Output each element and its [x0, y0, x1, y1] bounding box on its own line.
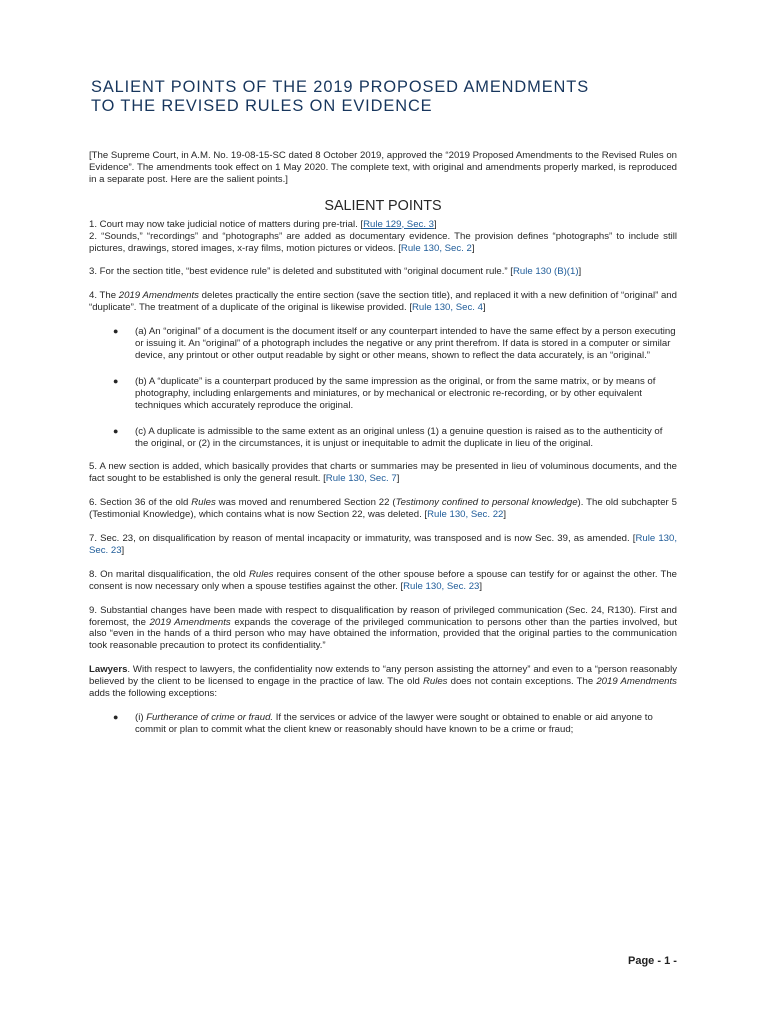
point-1-rule-link[interactable]: Rule 129, Sec. 3 — [363, 218, 435, 230]
bullet-icon: ● — [113, 326, 119, 337]
point-5-rule-link[interactable]: Rule 130, Sec. 7 — [325, 473, 397, 485]
list-item: ● (c) A duplicate is admissible to the same extent as an original unless (1) a genuine question is raised as to the authenticity of the original, or (2) in the circumstances, it is unjust or inequitable to admit the duplicate in lieu of the original. — [113, 425, 663, 449]
title-line-1: SALIENT POINTS OF THE 2019 PROPOSED AMENDMENTS — [91, 78, 590, 96]
section-heading: SALIENT POINTS — [324, 197, 442, 214]
lawyers-label: Lawyers — [89, 664, 128, 676]
point-5-text: 5. A new section is added, which basically provides that charts or summaries may be presented in lieu of voluminous documents, and the fact sought to be established is only the general result. [ — [89, 461, 677, 485]
document-title — [91, 78, 691, 116]
intro-paragraph: [The Supreme Court, in A.M. No. 19-08-15-SC dated 8 October 2019, approved the “2019 Proposed Amendments to the Revised Rules on Evidence”. The amendments took effect on 1 May 2020. The complete text, with original and amendments properly marked, is reproduced in a separate post. Here are the salient points.] — [89, 150, 677, 185]
point-7: 7. Sec. 23, on disqualification by reason of mental incapacity or immaturity, was transposed and is now Sec. 39, as amended. [Rule 130, Sec. 23] — [89, 533, 677, 556]
point-5: 5. A new section is added, which basically provides that charts or summaries may be presented in lieu of voluminous documents, and the fact sought to be established is only the general result. [Rule 130, Sec. 7] — [89, 461, 677, 485]
point-1-text: 1. Court may now take judicial notice of matters during pre-trial. [ — [89, 218, 364, 230]
point-4-italic: 2019 Amendments — [118, 290, 199, 302]
point-3-rule-link[interactable]: Rule 130 (B)(1) — [512, 266, 579, 278]
point-4: 4. The 2019 Amendments deletes practically the entire section (save the section title), and replaced it with a new definition of “original” and “duplicate”. The treatment of a duplicate of the original is likewise provided. [Rule 130, Sec. 4] — [89, 290, 677, 314]
list-item: ● (b) A “duplicate” is a counterpart produced by the same impression as the original, or from the same matrix, or by means of photography, including enlargements and miniatures, or by mechanical or electronic re-recording, or by other equivalent techniques which accurately reproduce the original. — [113, 375, 656, 411]
definitions-list — [89, 326, 677, 449]
list-item: ● (i) Furtherance of crime or fraud. If the services or advice of the lawyer were sought or obtained to enable or aid anyone to commit or plan to commit what the client knew or reasonably should have known to be a crime or fraud; — [113, 712, 653, 735]
point-8-text: requires consent of the other spouse before a spouse can testify for or against the other. The consent is now necessary only when a spouse testifies against the other. [ — [89, 568, 677, 592]
point-2-text: 2. “Sounds,” “recordings” and “photographs” are added as documentary evidence. The provision defines “photographs” to include still pictures, drawings, stored images, x-ray films, motion pictures or videos. [ — [89, 230, 677, 254]
point-4-rule-link[interactable]: Rule 130, Sec. 4 — [411, 302, 483, 314]
point-7-text: 7. Sec. 23, on disqualification by reason of mental incapacity or immaturity, was transposed and is now Sec. 39, as amended. [ — [89, 533, 636, 545]
point-6-rule-link[interactable]: Rule 130, Sec. 22 — [427, 509, 504, 521]
list-item: ● (a) An “original” of a document is the document itself or any counterpart intended to have the same effect by a person executing or issuing it. An “original” of a photograph includes the negative or any print therefrom. If data is stored in a computer or similar device, any printout or other output readable by sight or other means, shown to reflect the data accurately, is an “original.” — [113, 326, 676, 361]
point-3-text: 3. For the section title, “best evidence rule” is deleted and substituted with “original document rule.” [ — [89, 266, 513, 278]
point-9: 9. Substantial changes have been made with respect to disqualification by reason of privileged communication (Sec. 24, R130). First and foremost, the 2019 Amendments expands the coverage of the privileged communication to persons other than the parties involved, but also “even in the hands of a third person who may have obtained the information, provided that the original parties to the communication took reasonable precaution to protect its confidentiality.” — [89, 604, 677, 652]
bullet-icon: ● — [113, 375, 119, 386]
bullet-icon: ● — [113, 712, 119, 722]
point-6-text: ). The old subchapter 5 (Testimonial Knowledge), which contains what is now Section 22, was deleted. [ — [89, 497, 677, 521]
bullet-icon: ● — [113, 425, 119, 436]
document-body — [89, 150, 677, 750]
point-8-rule-link[interactable]: Rule 130, Sec. 23 — [403, 580, 480, 592]
point-1: 1. Court may now take judicial notice of matters during pre-trial. [Rule 129, Sec. 3] — [89, 218, 437, 230]
point-8: 8. On marital disqualification, the old Rules requires consent of the other spouse before a spouse can testify for or against the other. The consent is now necessary only when a spouse testifies against the other. [Rule 130, Sec. 23] — [89, 568, 677, 592]
point-7-rule-link[interactable]: Rule 130, Sec. 23 — [89, 533, 677, 556]
point-2-rule-link[interactable]: Rule 130, Sec. 2 — [400, 242, 472, 254]
page-number: Page - 1 - — [628, 955, 677, 967]
point-3: 3. For the section title, “best evidence rule” is deleted and substituted with “original document rule.” [Rule 130 (B)(1)] — [89, 266, 582, 278]
point-9-text: expands the coverage of the privileged communication to persons other than the parties involved, but also “even in the hands of a third person who may have obtained the information, provided that the original parties to the communication took reasonable precaution to protect its confidentiality.” — [89, 616, 677, 652]
point-2: 2. “Sounds,” “recordings” and “photographs” are added as documentary evidence. The provision defines “photographs” to include still pictures, drawings, stored images, x-ray films, motion pictures or videos. [Rule 130, Sec. 2] — [89, 230, 677, 254]
lawyers-paragraph: Lawyers. With respect to lawyers, the confidentiality now extends to “any person assisting the attorney” and even to a “person reasonably believed by the client to be licensed to engage in the practice of law. The old Rules does not contain exceptions. The 2019 Amendments adds the following exceptions: — [89, 664, 677, 700]
exceptions-list — [89, 712, 677, 736]
point-6: 6. Section 36 of the old Rules was moved and renumbered Section 22 (Testimony confined to personal knowledge). The old subchapter 5 (Testimonial Knowledge), which contains what is now Section 22, was deleted. [Rule 130, Sec. 22] — [89, 497, 677, 521]
title-line-2: TO THE REVISED RULES ON EVIDENCE — [91, 97, 433, 115]
point-4-text: deletes practically the entire section (save the section title), and replaced it with a new definition of “original” and “duplicate”. The treatment of a duplicate of the original is likewise provided. [ — [89, 290, 677, 314]
